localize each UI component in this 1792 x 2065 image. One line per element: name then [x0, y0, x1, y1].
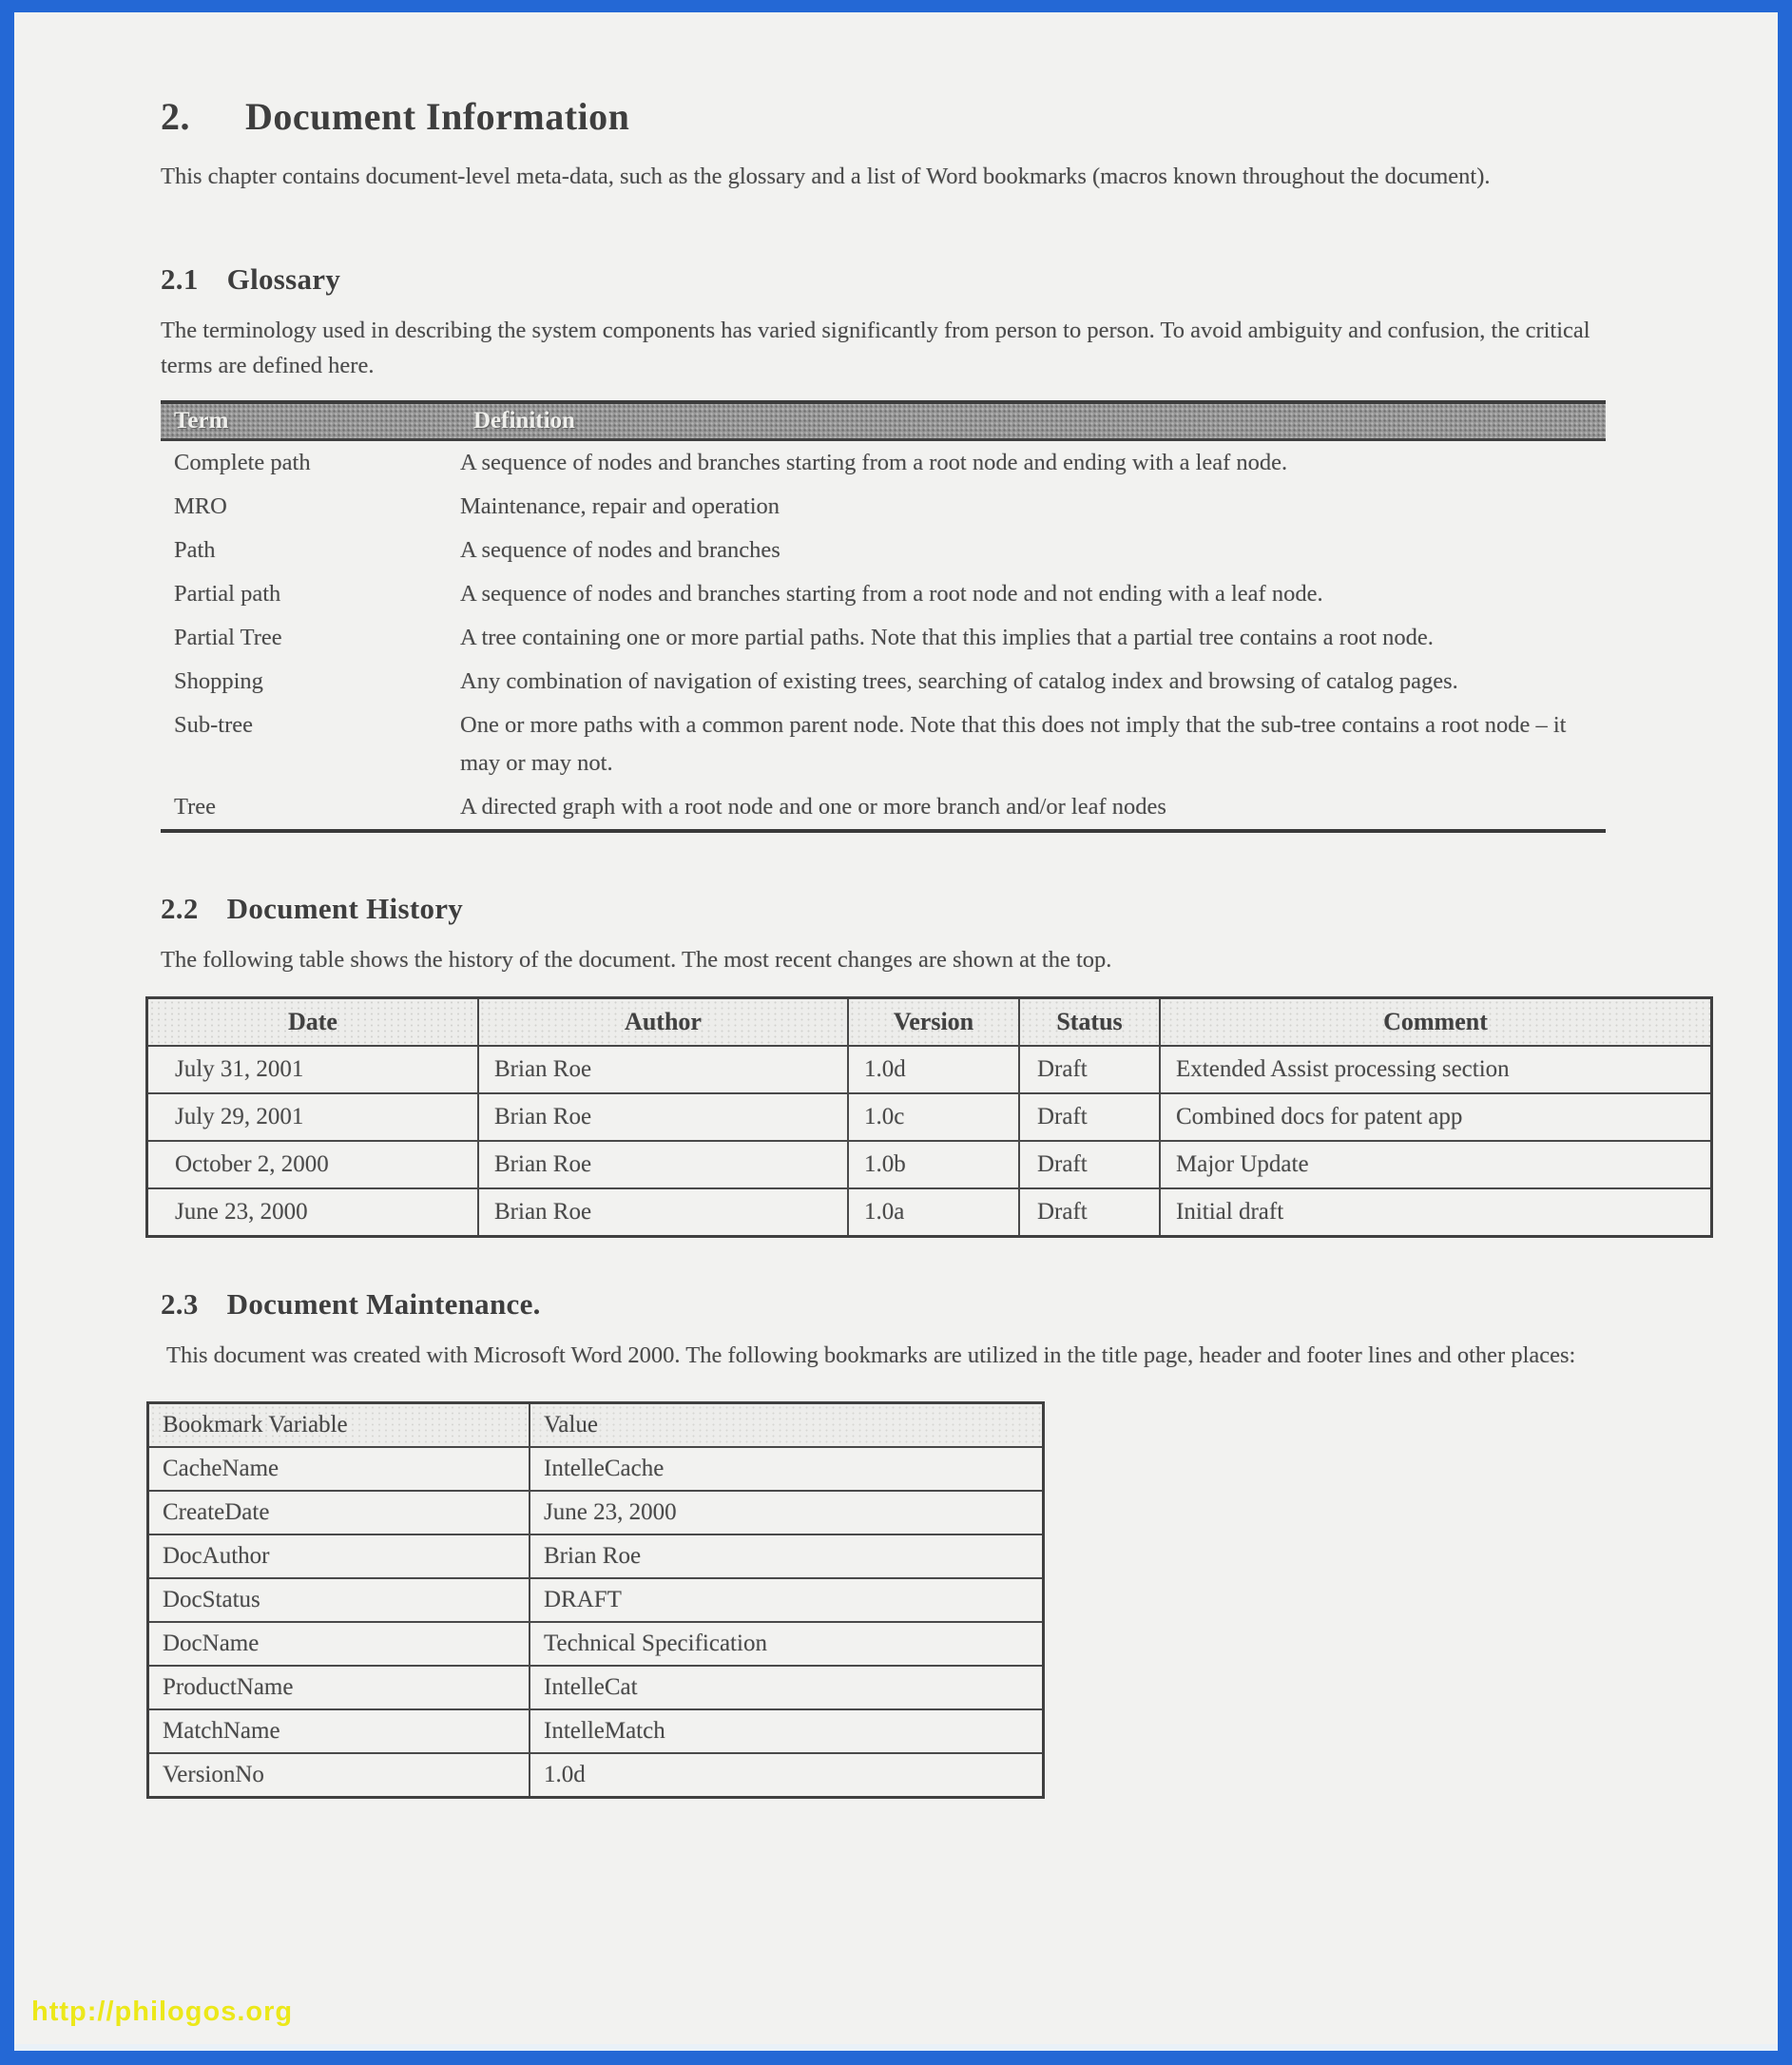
table-cell: Brian Roe: [478, 1093, 848, 1141]
table-cell: CacheName: [148, 1447, 530, 1491]
table-cell: A tree containing one or more partial paths. Note that this implies that a partial tree contains a root node.: [460, 624, 1434, 650]
chapter-title: Document Information: [245, 95, 630, 138]
table-row: [161, 660, 1606, 704]
section-title-maintenance: Document Maintenance.: [226, 1287, 541, 1321]
table-cell: DocAuthor: [148, 1534, 530, 1578]
table-cell: IntelleCat: [530, 1666, 1044, 1709]
section-number-maintenance: 2.3: [161, 1287, 199, 1321]
table-cell: A sequence of nodes and branches starting from a root node and ending with a leaf node.: [460, 449, 1288, 475]
section-heading-maintenance: [161, 1287, 1616, 1322]
column-header: Status: [1019, 998, 1160, 1047]
column-header: Comment: [1160, 998, 1712, 1047]
table-cell: IntelleMatch: [530, 1709, 1044, 1753]
section-title-glossary: Glossary: [226, 262, 341, 297]
table-cell: June 23, 2000: [530, 1491, 1044, 1534]
table-cell: MatchName: [148, 1709, 530, 1753]
table-cell: Partial path: [174, 580, 281, 607]
table-row: [161, 529, 1606, 572]
table-row: [148, 1753, 1044, 1798]
maintenance-intro: This document was created with Microsoft Word 2000. The following bookmarks are utilized in the title page, header and footer lines and other places:: [166, 1342, 1576, 1368]
table-cell: Shopping: [174, 667, 263, 694]
table-cell: Draft: [1019, 1141, 1160, 1188]
table-cell: Partial Tree: [174, 624, 282, 650]
table-row: [148, 1622, 1044, 1666]
table-cell: Major Update: [1160, 1141, 1712, 1188]
table-cell: Combined docs for patent app: [1160, 1093, 1712, 1141]
table-cell: October 2, 2000: [147, 1141, 479, 1188]
section-heading-glossary: [161, 262, 1616, 297]
table-row: [148, 1709, 1044, 1753]
table-cell: Initial draft: [1160, 1188, 1712, 1237]
table-cell: A directed graph with a root node and one or more branch and/or leaf nodes: [460, 785, 1606, 831]
table-cell: CreateDate: [148, 1491, 530, 1534]
table-cell: IntelleCache: [530, 1447, 1044, 1491]
document-history-table: [145, 996, 1713, 1238]
column-header: Date: [147, 998, 479, 1047]
table-cell: Path: [174, 536, 216, 563]
table-cell: June 23, 2000: [147, 1188, 479, 1237]
column-header: Definition: [460, 402, 1606, 440]
table-cell: Sub-tree: [174, 711, 253, 738]
table-cell: Brian Roe: [478, 1046, 848, 1093]
table-header-row: [148, 1403, 1044, 1448]
table-row: [148, 1491, 1044, 1534]
bookmark-variables-table: [146, 1401, 1045, 1799]
table-cell: 1.0d: [848, 1046, 1019, 1093]
table-cell: ProductName: [148, 1666, 530, 1709]
section-title-history: Document History: [226, 891, 464, 925]
table-row: [147, 1093, 1712, 1141]
table-row: [161, 439, 1606, 485]
table-cell: Draft: [1019, 1188, 1160, 1237]
column-header: Author: [478, 998, 848, 1047]
table-cell: Tree: [161, 785, 460, 831]
table-row: [148, 1578, 1044, 1622]
table-cell: Maintenance, repair and operation: [460, 492, 780, 519]
table-cell: July 29, 2001: [147, 1093, 479, 1141]
table-header-row: [161, 402, 1606, 440]
section-number-history: 2.2: [161, 891, 199, 925]
table-cell: Brian Roe: [478, 1188, 848, 1237]
table-row: [161, 572, 1606, 616]
table-cell: 1.0c: [848, 1093, 1019, 1141]
table-row: [148, 1666, 1044, 1709]
table-cell: Draft: [1019, 1093, 1160, 1141]
table-row: [161, 785, 1606, 831]
page-content: [14, 12, 1778, 1799]
column-header: Value: [530, 1403, 1044, 1448]
table-row: [161, 704, 1606, 785]
table-row: [148, 1534, 1044, 1578]
table-cell: Technical Specification: [530, 1622, 1044, 1666]
table-cell: A sequence of nodes and branches: [460, 536, 780, 563]
table-cell: 1.0b: [848, 1141, 1019, 1188]
table-row: [148, 1447, 1044, 1491]
column-header: Bookmark Variable: [148, 1403, 530, 1448]
document-page: [14, 12, 1778, 2051]
watermark-url: http://philogos.org: [31, 1997, 294, 2027]
table-row: [161, 485, 1606, 529]
table-cell: Brian Roe: [478, 1141, 848, 1188]
table-cell: Draft: [1019, 1046, 1160, 1093]
section-heading-history: [161, 892, 1616, 926]
table-row: [147, 1188, 1712, 1237]
glossary-table: [161, 400, 1606, 833]
table-cell: 1.0a: [848, 1188, 1019, 1237]
glossary-intro: The terminology used in describing the system components has varied significantly from person to person. To avoid ambiguity and confusion, the critical terms are defined here.: [161, 318, 1590, 378]
history-intro: The following table shows the history of the document. The most recent changes are shown at the top.: [161, 946, 1112, 973]
table-cell: DocName: [148, 1622, 530, 1666]
table-cell: Complete path: [174, 449, 311, 475]
table-row: [161, 616, 1606, 660]
table-cell: 1.0d: [530, 1753, 1044, 1798]
table-cell: Any combination of navigation of existing trees, searching of catalog index and browsing of catalog pages.: [460, 667, 1458, 694]
table-cell: Extended Assist processing section: [1160, 1046, 1712, 1093]
table-cell: One or more paths with a common parent node. Note that this does not imply that the sub-tree contains a root node – it may or may not.: [460, 711, 1567, 776]
column-header: Term: [161, 402, 460, 440]
table-cell: VersionNo: [148, 1753, 530, 1798]
chapter-heading: [161, 94, 1616, 139]
table-cell: MRO: [174, 492, 227, 519]
table-cell: DocStatus: [148, 1578, 530, 1622]
table-cell: Brian Roe: [530, 1534, 1044, 1578]
table-cell: A sequence of nodes and branches starting from a root node and not ending with a leaf node.: [460, 580, 1323, 607]
table-cell: DRAFT: [530, 1578, 1044, 1622]
chapter-intro: This chapter contains document-level meta-data, such as the glossary and a list of Word bookmarks (macros known throughout the document).: [161, 164, 1491, 189]
table-cell: July 31, 2001: [147, 1046, 479, 1093]
column-header: Version: [848, 998, 1019, 1047]
table-row: [147, 1141, 1712, 1188]
table-header-row: [147, 998, 1712, 1047]
table-row: [147, 1046, 1712, 1093]
chapter-number: 2.: [161, 95, 190, 138]
section-number-glossary: 2.1: [161, 262, 199, 297]
